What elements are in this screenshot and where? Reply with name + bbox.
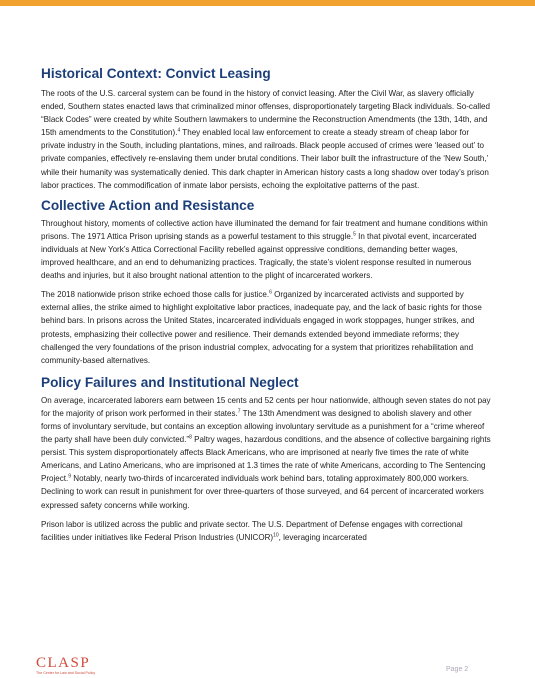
logo-wordmark: CLASP bbox=[36, 655, 91, 671]
logo-tagline: The Center for Law and Social Policy bbox=[36, 671, 96, 675]
paragraph-attica bbox=[41, 217, 493, 282]
document-body bbox=[41, 63, 493, 544]
section-heading-historical-context: Historical Context: Convict Leasing bbox=[41, 66, 271, 81]
text-run: The 13th Amendment was designed to abolish slavery and other forms of involuntary servitude, but contains an exception allowing involuntary servitude as a punishment for a “crime whereof the party shall have been duly convicted.” bbox=[41, 408, 485, 445]
text-run: Throughout history, moments of collective action have illuminated the demand for fair treatment and humane conditions within prisons. The 1971 Attica Prison uprising stands as a powerful testament to this struggle. bbox=[41, 218, 488, 241]
text-run: They enabled local law enforcement to create a steady stream of cheap labor for private industry in the South, including plantations, mines, and railroads. Black people accused of crimes were ‘leased out’ to private companies, effectively re-enslaving them under brutal conditions. Their labor built the infrastructure of the ‘New South,’ while their humanity was systematically denied. This dark chapter in American history casts a long shadow over today’s prison labor practices. The commodification of inmate labor persists, echoing the exploitative patterns of the past. bbox=[41, 128, 489, 190]
text-run: Notably, nearly two-thirds of incarcerated individuals work behind bars, totaling approximately 800,000 workers. Declining to work can result in punishment for over three-quarters of those surveyed, and 64 percent of incarcerated workers expressed safety concerns while working. bbox=[41, 474, 484, 510]
text-run: In that pivotal event, incarcerated individuals at New York’s Attica Correctional Facility rebelled against oppressive conditions, demanding better wages, improved healthcare, and an end to dehumanizing practices. Tragically, the state’s violent response resulted in numerous deaths and injuries, but it also brought national attention to the plight of incarcerated workers. bbox=[41, 231, 477, 281]
text-run: On average, incarcerated laborers earn between 15 cents and 52 cents per hour nationwide, although seven states do not pay for the majority of prison work performed in their states. bbox=[41, 395, 491, 418]
section-heading-collective-action: Collective Action and Resistance bbox=[41, 197, 255, 213]
top-accent-bar bbox=[0, 0, 535, 6]
text-run: The 2018 nationwide prison strike echoed those calls for justice. bbox=[41, 290, 270, 300]
text-run: The roots of the U.S. carceral system can be found in the history of convict leasing. After the Civil War, as slavery officially ended, Southern states enacted laws that criminalized minor offenses, disproportionately targeting Black individuals. So-called “Black Codes” were created by white Southern lawmakers to undermine the Reconstruction Amendments (the 13th, 14th, and 15th amendments to the Constitution). bbox=[41, 89, 490, 138]
paragraph-2018-strike bbox=[41, 288, 493, 367]
footnote-ref[interactable]: 6 bbox=[269, 289, 272, 296]
footnote-ref[interactable]: 10 bbox=[273, 532, 279, 539]
clasp-logo bbox=[36, 656, 126, 676]
section-heading-policy-failures: Policy Failures and Institutional Neglect bbox=[41, 374, 299, 390]
page-number: Page 2 bbox=[446, 666, 469, 673]
paragraph-public-private bbox=[41, 518, 493, 544]
footnote-ref[interactable]: 5 bbox=[353, 231, 356, 238]
text-run: Paltry wages, hazardous conditions, and the absence of collective bargaining rights persist. This system disproportionately affects Black Americans, who are imprisoned at nearly five times the rate of white Americans, and Latino Americans, who are imprisoned at 1.3 times the rate of white Americans, according to The Sentencing Project. bbox=[41, 435, 491, 484]
footnote-ref[interactable]: 9 bbox=[68, 473, 72, 480]
footnote-ref[interactable]: 7 bbox=[237, 408, 241, 415]
text-run: Prison labor is utilized across the public and private sector. The U.S. Department of Defense engages with correctional facilities under initiatives like Federal Prison Industries (UNICOR) bbox=[41, 519, 463, 542]
footnote-ref[interactable]: 4 bbox=[177, 127, 181, 134]
paragraph-wages bbox=[41, 394, 493, 512]
footnote-ref[interactable]: 8 bbox=[189, 434, 192, 441]
text-run: , leveraging incarcerated bbox=[278, 532, 367, 542]
paragraph-convict-leasing bbox=[41, 87, 493, 192]
text-run: Organized by incarcerated activists and supported by external allies, the strike aimed to highlight exploitative labor practices, inadequate pay, and the lack of basic rights for those behind bars. In prisons across the United States, incarcerated individuals engaged in work stoppages, hunger strikes, and protests, emphasizing their collective power and resilience. Their demands extended beyond immediate reforms; they challenged the very foundations of the prison industrial complex, advocating for a system that prioritizes rehabilitation and community-based alternatives. bbox=[41, 290, 482, 365]
